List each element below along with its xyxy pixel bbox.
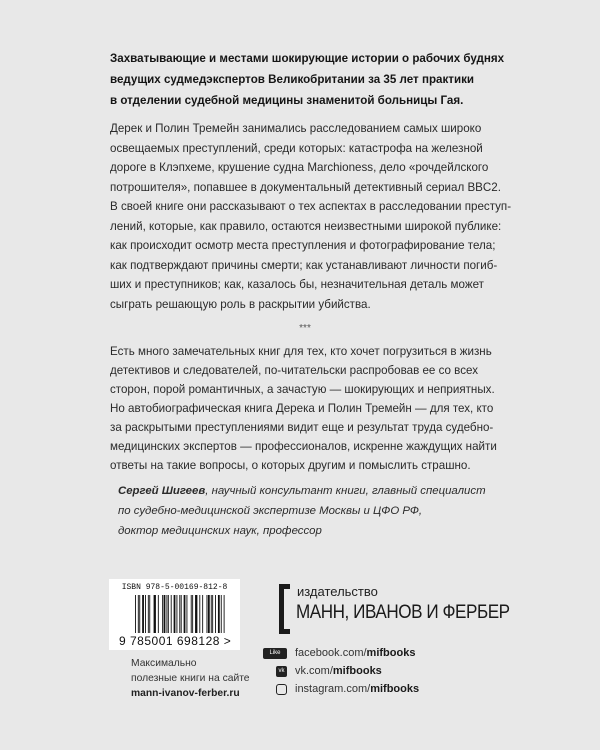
text-line: дороге в Клэпхеме, крушение судна Marchioness, дело «рочдейлского [110,161,489,174]
barcode-bar [196,595,197,633]
text-line: детективов и следователей, по-читательски распробовав ее со всех [110,364,478,377]
attribution-line: доктор медицинских наук, профессор [118,525,322,537]
attribution-line [118,481,508,501]
reviewer-name: Сергей Шигеев [118,485,206,497]
barcode-bar [215,595,216,633]
barcode-bar [171,595,172,633]
text-line: сыграть решающую роль в раскрытии убийства. [110,297,371,311]
barcode-bar [139,595,140,633]
barcode-bar [179,595,180,633]
review-attribution [118,481,508,541]
barcode-bar [164,595,166,633]
barcode-bar [148,595,149,633]
instagram-icon [276,684,287,695]
text-line: Дерек и Полин Тремейн занимались расследованием самых широко [110,122,482,135]
text-line: за раскрытыми преступлениями видит еще и результат труда судебно- [110,421,494,434]
text-line: сторон, порой романтичных, а зачастую — шокирующих и неприятных. [110,383,495,396]
social-prefix: facebook.com/ [295,647,367,659]
reviewer-role: , научный консультант книги, главный специалист [205,485,486,497]
lead-line: Захватывающие и местами шокирующие истории о рабочих буднях [110,52,505,65]
barcode-bar [184,595,186,633]
barcode-bar [174,595,176,633]
text-line: лений, которые, как правило, остаются неизвестными широкой публике: [110,219,502,233]
lead-line: в отделении судебной медицины знаменитой больницы Гая. [110,94,464,107]
barcode-bar [181,595,182,633]
text-line: как подтверждают причины смерти; как устанавливают личности погиб- [110,258,498,272]
text-line: освещаемых преступлений, среди которых: катастрофа на железной [110,141,483,155]
barcode-bar [211,595,212,633]
social-handle: mifbooks [332,665,382,677]
barcode-bar [168,595,169,633]
social-vk[interactable] [276,664,382,678]
vk-icon: vk [276,666,287,677]
section-separator: *** [299,323,311,334]
barcode-bar [145,595,146,633]
barcode-bar [212,595,213,633]
barcode-bar [191,595,192,633]
review-paragraph [110,342,510,475]
barcode-bar [162,595,163,633]
website-link[interactable]: mann-ivanov-ferber.ru [131,688,240,699]
publisher-logo-bracket-icon [279,584,290,634]
facebook-like-icon: Like [263,648,287,659]
barcode-bar [158,595,159,633]
barcode-bar [192,595,193,633]
text-line: ответы на такие вопросы, о которых другим и помыслить страшно. [110,459,471,472]
barcode-bar [155,595,156,633]
slogan-line: Максимально [131,658,197,669]
social-handle: mifbooks [370,683,420,695]
social-facebook[interactable] [263,646,415,660]
text-line: как происходит осмотр места преступления и фотографирование тела; [110,239,496,252]
social-instagram[interactable] [276,682,419,696]
barcode-bar [199,595,200,633]
barcode [109,579,240,650]
slogan-line: полезные книги на сайте [131,673,250,684]
barcode-bar [176,595,177,633]
barcode-bar [202,595,203,633]
barcode-bar [186,595,187,633]
text-line: ших и преступников; как, казалось бы, незначительная деталь может [110,278,484,291]
barcode-bar [149,595,150,633]
social-prefix: instagram.com/ [295,683,371,695]
text-line: В своей книге они рассказывают о тех аспектах в расследовании преступ- [110,200,512,213]
publisher-name: МАНН, ИВАНОВ И ФЕРБЕР [296,602,510,623]
social-prefix: vk.com/ [295,665,333,677]
barcode-bars [135,595,225,633]
barcode-bar [142,595,144,633]
attribution-line: по судебно-медицинской экспертизе Москвы и ЦФО РФ, [118,505,423,517]
barcode-bar [221,595,222,633]
publisher-label: издательство [297,584,378,599]
barcode-bar [135,595,136,633]
text-line: Но автобиографическая книга Дерека и Полин Тремейн — для тех, кто [110,402,494,415]
barcode-bar [166,595,167,633]
description-paragraph [110,119,510,314]
lead-line: ведущих судмедэкспертов Великобритании за 35 лет практики [110,73,475,86]
text-line: медицинских экспертов — профессионалов, искренне жаждущих найти [110,440,497,453]
slogan [131,656,250,701]
isbn: ISBN 978-5-00169-812-8 [121,583,228,592]
barcode-bar [224,595,225,633]
barcode-bar [138,595,139,633]
cover-text-column [110,48,510,541]
barcode-bar [218,595,220,633]
social-handle: mifbooks [366,647,416,659]
text-line: потрошителя», попавшее в документальный детективный сериал BBC2. [110,180,501,194]
lead-paragraph [110,48,510,111]
barcode-bar [207,595,208,633]
barcode-digits: 9 785001 698128 > [119,634,232,648]
barcode-bar [208,595,210,633]
text-line: Есть много замечательных книг для тех, кто хочет погрузиться в жизнь [110,345,492,358]
